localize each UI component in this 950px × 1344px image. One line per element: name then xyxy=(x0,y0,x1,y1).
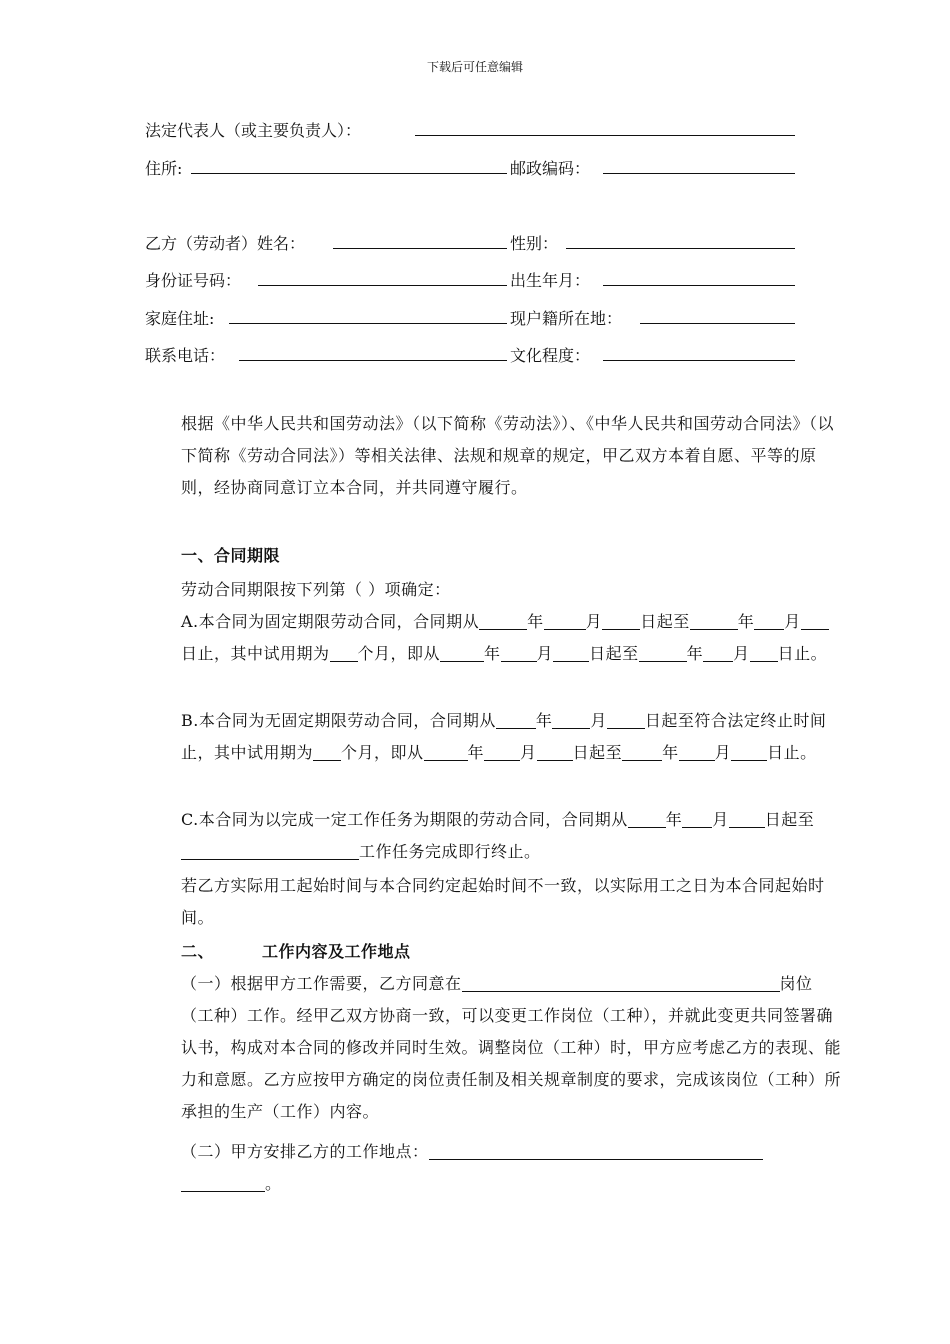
blank[interactable] xyxy=(544,611,586,630)
phone-label: 联系电话： xyxy=(145,346,226,365)
address-label: 住所: xyxy=(145,159,183,178)
unit-text: 日止。 xyxy=(767,743,817,762)
edu-field[interactable] xyxy=(603,343,795,361)
blank[interactable] xyxy=(731,742,767,761)
blank[interactable] xyxy=(313,742,341,761)
home-row xyxy=(145,306,795,332)
blank[interactable] xyxy=(607,710,645,729)
unit-text: 月 xyxy=(784,612,801,631)
unit-text: 年 xyxy=(467,743,485,762)
section2-text: 工作内容及工作地点 xyxy=(262,942,411,961)
id-label: 身份证号码： xyxy=(145,271,242,290)
id-field[interactable] xyxy=(258,268,507,286)
legal-rep-label: 法定代表人（或主要负责人）： xyxy=(145,121,362,140)
unit-text: 工作任务完成即行终止。 xyxy=(359,842,541,861)
home-label: 家庭住址: xyxy=(145,309,215,328)
header-note: 下载后可任意编辑 xyxy=(426,60,523,74)
unit-text: 月 xyxy=(536,644,554,663)
blank[interactable] xyxy=(602,611,640,630)
birth-field[interactable] xyxy=(603,268,795,286)
unit-text: 月 xyxy=(590,711,607,730)
blank[interactable] xyxy=(440,643,484,662)
section2-p2 xyxy=(145,1136,841,1200)
blank[interactable] xyxy=(754,611,784,630)
unit-text: 月 xyxy=(712,810,729,829)
postcode-label: 邮政编码： xyxy=(510,159,591,178)
gender-field[interactable] xyxy=(566,231,795,249)
unit-text: 月 xyxy=(520,743,537,762)
unit-text: 个月，即从 xyxy=(341,743,424,762)
birth-label: 出生年月： xyxy=(510,271,591,290)
section1-choose: 劳动合同期限按下列第（ ）项确定： xyxy=(181,580,451,599)
blank[interactable] xyxy=(501,643,537,662)
blank[interactable] xyxy=(537,742,573,761)
section2-p1 xyxy=(145,968,841,1128)
unit-text: 年 xyxy=(665,810,683,829)
unit-text: 月 xyxy=(585,612,603,631)
blank[interactable] xyxy=(553,643,589,662)
p2-end: 。 xyxy=(265,1174,282,1193)
blank[interactable] xyxy=(729,809,765,828)
unit-text: 日起至 xyxy=(764,810,815,829)
unit-text: 年 xyxy=(527,612,544,631)
unit-text: 年 xyxy=(484,644,501,663)
unit-text: 年 xyxy=(535,711,553,730)
blank[interactable] xyxy=(639,643,687,662)
unit-text: 月 xyxy=(714,743,732,762)
blank[interactable] xyxy=(801,611,829,630)
unit-text: 日起至 xyxy=(589,644,639,663)
phone-field[interactable] xyxy=(239,343,507,361)
id-row xyxy=(145,268,795,294)
section2-num: 二、 xyxy=(181,942,215,961)
option-c-text: C.本合同为以完成一定工作任务为期限的劳动合同，合同期从 xyxy=(181,810,628,829)
blank[interactable] xyxy=(690,611,738,630)
option-b-text: B.本合同为无固定期限劳动合同，合同期从 xyxy=(181,711,496,730)
blank[interactable] xyxy=(496,710,536,729)
blank[interactable] xyxy=(181,841,359,860)
edu-label: 文化程度： xyxy=(510,346,591,365)
section2-title xyxy=(145,936,841,968)
blank[interactable] xyxy=(622,742,662,761)
blank[interactable] xyxy=(682,809,712,828)
phone-row xyxy=(145,343,795,369)
name-row xyxy=(145,231,795,257)
blank[interactable] xyxy=(703,643,733,662)
gender-label: 性别： xyxy=(510,234,559,253)
hukou-field[interactable] xyxy=(640,306,795,324)
work-location-blank[interactable] xyxy=(429,1141,763,1160)
unit-text: 日起至符合法定终止时间止，其中试用期为 xyxy=(181,711,827,762)
blank[interactable] xyxy=(424,742,468,761)
home-field[interactable] xyxy=(229,306,507,324)
p1-text: （一）根据甲方工作需要，乙方同意在 xyxy=(181,974,462,993)
unit-text: 年 xyxy=(737,612,755,631)
unit-text: 日止，其中试用期为 xyxy=(181,644,330,663)
unit-text: 月 xyxy=(733,644,750,663)
blank[interactable] xyxy=(479,611,527,630)
blank[interactable] xyxy=(628,809,666,828)
address-row xyxy=(145,156,795,182)
option-a-text: A.本合同为固定期限劳动合同，合同期从 xyxy=(181,612,480,631)
option-c xyxy=(145,804,841,868)
legal-rep-field[interactable] xyxy=(415,118,795,136)
section1-title: 一、合同期限 xyxy=(181,546,281,565)
start-time-note: 若乙方实际用工起始时间与本合同约定起始时间不一致，以实际用工之日为本合同起始时间。 xyxy=(181,876,825,927)
legal-rep-row xyxy=(145,118,795,144)
blank[interactable] xyxy=(330,643,358,662)
unit-text: 日起至 xyxy=(640,612,690,631)
intro-paragraph: 根据《中华人民共和国劳动法》（以下简称《劳动法》）、《中华人民共和国劳动合同法》（以下简称《劳动合同法》）等相关法律、法规和规章的规定，甲乙双方本着自愿、平等的原则，经协商同意订立本合同，并共同遵守履行。 xyxy=(181,414,835,497)
address-field[interactable] xyxy=(191,156,507,174)
job-position-blank-cont[interactable] xyxy=(752,973,780,992)
option-b xyxy=(145,705,841,769)
unit-text: 年 xyxy=(662,743,679,762)
name-label: 乙方（劳动者）姓名： xyxy=(145,234,306,253)
unit-text: 个月，即从 xyxy=(357,644,441,663)
job-position-blank[interactable] xyxy=(462,973,752,992)
postcode-field[interactable] xyxy=(603,156,795,174)
option-a xyxy=(145,606,841,670)
unit-text: 日止。 xyxy=(777,644,828,663)
p2-text: （二）甲方安排乙方的工作地点： xyxy=(181,1142,429,1161)
work-location-blank-cont[interactable] xyxy=(181,1173,265,1192)
p1-text-cont: 岗位（工种）工作。经甲乙双方协商一致，可以变更工作岗位（工种），并就此变更共同签署确认书，构成对本合同的修改并同时生效。调整岗位（工种）时，甲方应考虑乙方的表现、能力和意愿。乙方应按甲方确定的岗位责任制及相关规章制度的要求，完成该岗位（工种）所承担的生产（工作）内容。 xyxy=(181,974,842,1121)
blank[interactable] xyxy=(679,742,715,761)
blank[interactable] xyxy=(484,742,520,761)
blank[interactable] xyxy=(750,643,778,662)
unit-text: 日起至 xyxy=(572,743,623,762)
unit-text: 年 xyxy=(686,644,704,663)
name-field[interactable] xyxy=(333,231,507,249)
hukou-label: 现户籍所在地： xyxy=(510,309,623,328)
blank[interactable] xyxy=(552,710,590,729)
